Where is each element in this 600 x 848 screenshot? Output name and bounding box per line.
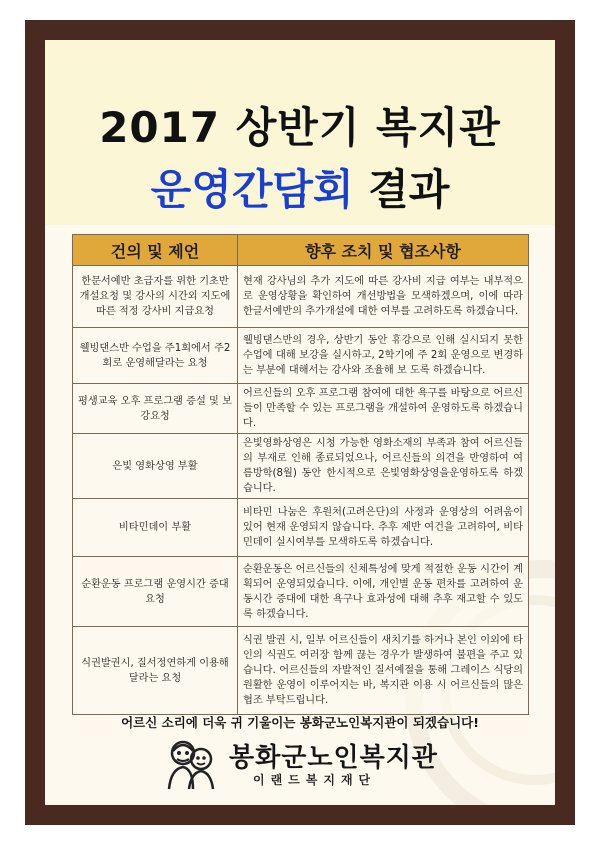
closing-message: 어르신 소리에 더욱 귀 기울이는 봉화군노인복지관이 되겠습니다!	[121, 715, 479, 730]
table-row	[73, 499, 529, 557]
results-table	[72, 234, 529, 715]
poster-paper	[45, 40, 555, 805]
action-cell: 웰빙댄스반의 경우, 상반기 동안 휴강으로 인해 실시되지 못한 수업에 대해 보강을 실시하고, 2학기에 주 2회 운영으로 변경하는 부분에 대해서는 강사와 조율해 보 도록 하겠습니다.	[238, 328, 529, 384]
suggestion-cell: 한문서예반 초급자를 위한 기초반 개설요청 및 강사의 시간외 지도에 따른 적정 강사비 지급요청	[73, 266, 238, 328]
suggestion-cell: 웰빙댄스반 수업을 주1회에서 주2회로 운영해달라는 요청	[73, 328, 238, 384]
table-row	[73, 328, 529, 384]
suggestion-cell: 비타민데이 부활	[73, 499, 238, 557]
subtitle-rest: 결과	[368, 165, 450, 214]
action-cell: 어르신들의 오후 프로그램 참여에 대한 욕구를 바탕으로 어르신들이 만족할 수 있는 프로그램을 개설하여 운영하도록 하겠습니다.	[238, 384, 529, 434]
page-title: 2017 상반기 복지관	[99, 103, 501, 152]
table-row	[73, 557, 529, 627]
action-cell: 순환운동은 어르신들의 신체특성에 맞게 적절한 운동 시간이 계획되어 운영되었습니다. 이에, 개인별 운동 편차를 고려하여 운동시간 증대에 대한 욕구나 효과성에 대해 추후 재고할 수 있도록 하겠습니다.	[238, 557, 529, 627]
table-row	[73, 266, 529, 328]
org-foundation: 이랜드복지재단	[253, 773, 377, 787]
org-logo	[145, 733, 465, 793]
action-cell: 현재 강사님의 추가 지도에 따른 강사비 지급 여부는 내부적으로 운영상황을 확인하여 개선방법을 모색하겠으며, 이에 따라 한글서예반의 추가개설에 대한 여부를 고려하도록 하겠습니다.	[238, 266, 529, 328]
table-row	[73, 627, 529, 715]
suggestion-cell: 평생교육 오후 프로그램 증설 및 보강요청	[73, 384, 238, 434]
elderly-couple-icon	[163, 735, 219, 791]
table-row	[73, 434, 529, 499]
action-cell: 비타민 나눔은 후원처(고려은단)의 사정과 운영상의 어려움이 있어 현재 운영되지 않습니다. 추후 제반 여건을 고려하여, 비타민데이 실시여부를 모색하도록 하겠습니다.	[238, 499, 529, 557]
org-name: 봉화군노인복지관	[229, 743, 438, 773]
table-row	[73, 384, 529, 434]
header-action: 향후 조치 및 협조사항	[238, 235, 529, 266]
action-cell: 은빛영화상영은 시청 가능한 영화소재의 부족과 참여 어르신들의 부재로 인해 종료되었으나, 어르신들의 의견을 반영하여 여름방학(8월) 동안 한시적으로 은빛영화상영을운영하도록 하겠습니다.	[238, 434, 529, 499]
action-cell: 식권 발권 시, 일부 어르신들이 새치기를 하거나 본인 이외에 타인의 식권도 여러장 함께 끊는 경우가 발생하여 불편을 주고 있습니다. 어르신들의 자발적인 질서예절을 통해 그레이스 식당의 원활한 운영이 이루어지는 바, 복지관 이용 시 어르신들의 많은 협조 부탁드립니다.	[238, 627, 529, 715]
suggestion-cell: 순환운동 프로그램 운영시간 증대 요청	[73, 557, 238, 627]
suggestion-cell: 은빛 영화상영 부활	[73, 434, 238, 499]
page-subtitle	[45, 157, 555, 217]
suggestion-cell: 식권발권시, 질서정연하게 이용해달라는 요청	[73, 627, 238, 715]
table-header-row	[73, 235, 529, 266]
header-suggestion: 건의 및 제언	[73, 235, 238, 266]
subtitle-highlight: 운영간담회	[150, 165, 354, 214]
